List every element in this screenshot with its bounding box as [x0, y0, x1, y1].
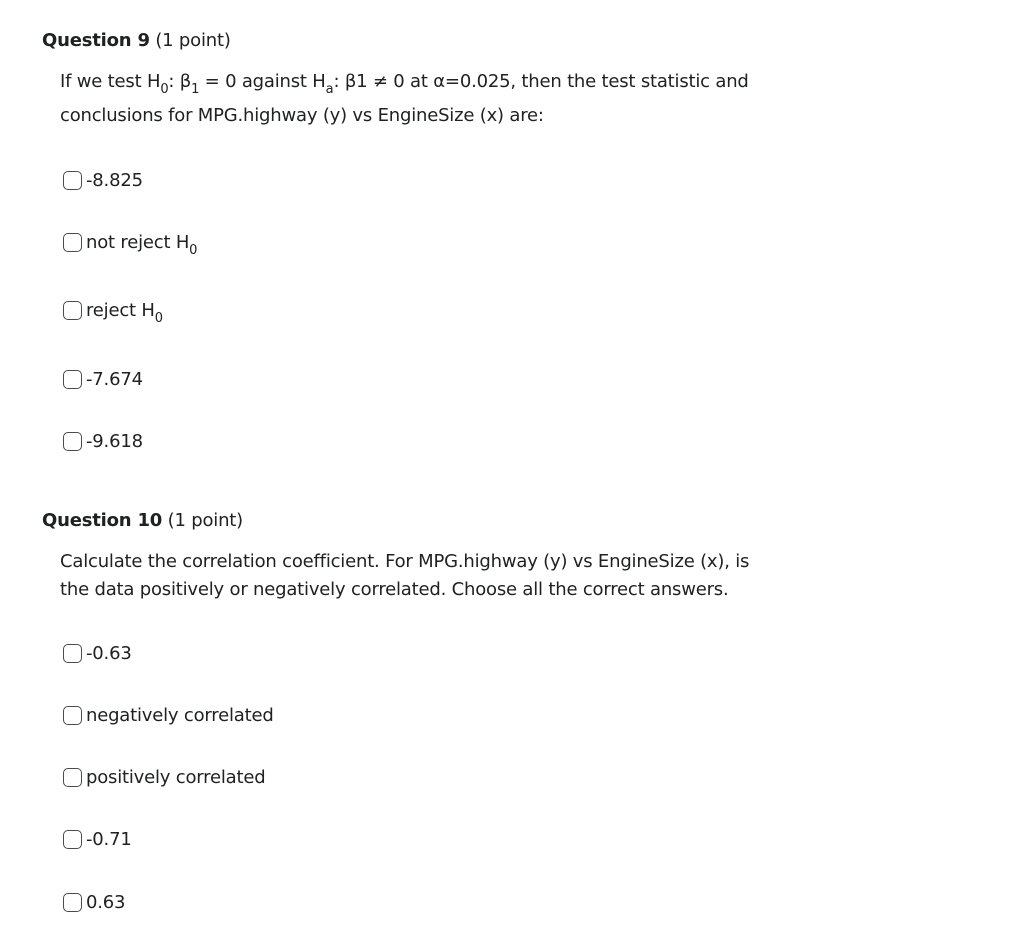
question-9-title [42, 30, 231, 52]
option-text: reject H [86, 300, 155, 321]
checkbox[interactable] [63, 706, 82, 725]
q9-option-5-label: -9.618 [86, 431, 143, 452]
q9-option-4[interactable] [63, 369, 143, 390]
option-text: not reject H [86, 232, 190, 253]
stem-subscript: 0 [160, 82, 169, 97]
question-10-stem [60, 550, 749, 602]
q10-option-1[interactable] [63, 643, 132, 664]
q9-option-3-label [86, 300, 163, 326]
checkbox[interactable] [63, 893, 82, 912]
q9-option-3[interactable] [63, 300, 163, 326]
option-subscript: 0 [189, 243, 198, 258]
stem-subscript: 1 [191, 82, 200, 97]
checkbox[interactable] [63, 768, 82, 787]
q10-option-5-label: 0.63 [86, 892, 126, 913]
checkbox[interactable] [63, 370, 82, 389]
q9-option-2-label [86, 232, 198, 258]
stem-text: If we test H [60, 71, 161, 92]
question-9-stem-line-1 [60, 70, 749, 97]
question-9-stem [60, 70, 749, 128]
question-10-stem-line-1: Calculate the correlation coefficient. For MPG.highway (y) vs EngineSize (x), is [60, 551, 750, 572]
q9-option-4-label: -7.674 [86, 369, 143, 390]
checkbox[interactable] [63, 644, 82, 663]
q10-option-2-label: negatively correlated [86, 705, 274, 726]
q9-option-1[interactable] [63, 170, 143, 191]
question-10-title [42, 510, 243, 532]
q9-option-1-label: -8.825 [86, 170, 143, 191]
stem-text: = 0 against H [199, 71, 326, 92]
q10-option-5[interactable] [63, 892, 125, 913]
checkbox[interactable] [63, 233, 82, 252]
q10-option-3-label: positively correlated [86, 767, 266, 788]
q10-option-2[interactable] [63, 705, 274, 726]
q10-option-4[interactable] [63, 829, 132, 850]
question-9-stem-line-2: conclusions for MPG.highway (y) vs EngineSize (x) are: [60, 105, 544, 126]
q9-option-5[interactable] [63, 431, 143, 452]
checkbox[interactable] [63, 171, 82, 190]
question-10-stem-line-2: the data positively or negatively correlated. Choose all the correct answers. [60, 579, 729, 600]
stem-text: : β1 ≠ 0 at α=0.025, then the test statistic and [333, 71, 749, 92]
question-9-points: (1 point) [149, 30, 231, 51]
q10-option-4-label: -0.71 [86, 829, 132, 850]
question-10-label: Question 10 [42, 510, 163, 531]
q9-option-2[interactable] [63, 232, 198, 258]
stem-text: : β [168, 71, 192, 92]
stem-subscript: a [325, 82, 334, 97]
q10-option-1-label: -0.63 [86, 643, 132, 664]
question-9-label: Question 9 [42, 30, 150, 51]
option-subscript: 0 [154, 311, 163, 326]
checkbox[interactable] [63, 301, 82, 320]
question-10-points: (1 point) [162, 510, 243, 531]
checkbox[interactable] [63, 432, 82, 451]
checkbox[interactable] [63, 830, 82, 849]
q10-option-3[interactable] [63, 767, 265, 788]
